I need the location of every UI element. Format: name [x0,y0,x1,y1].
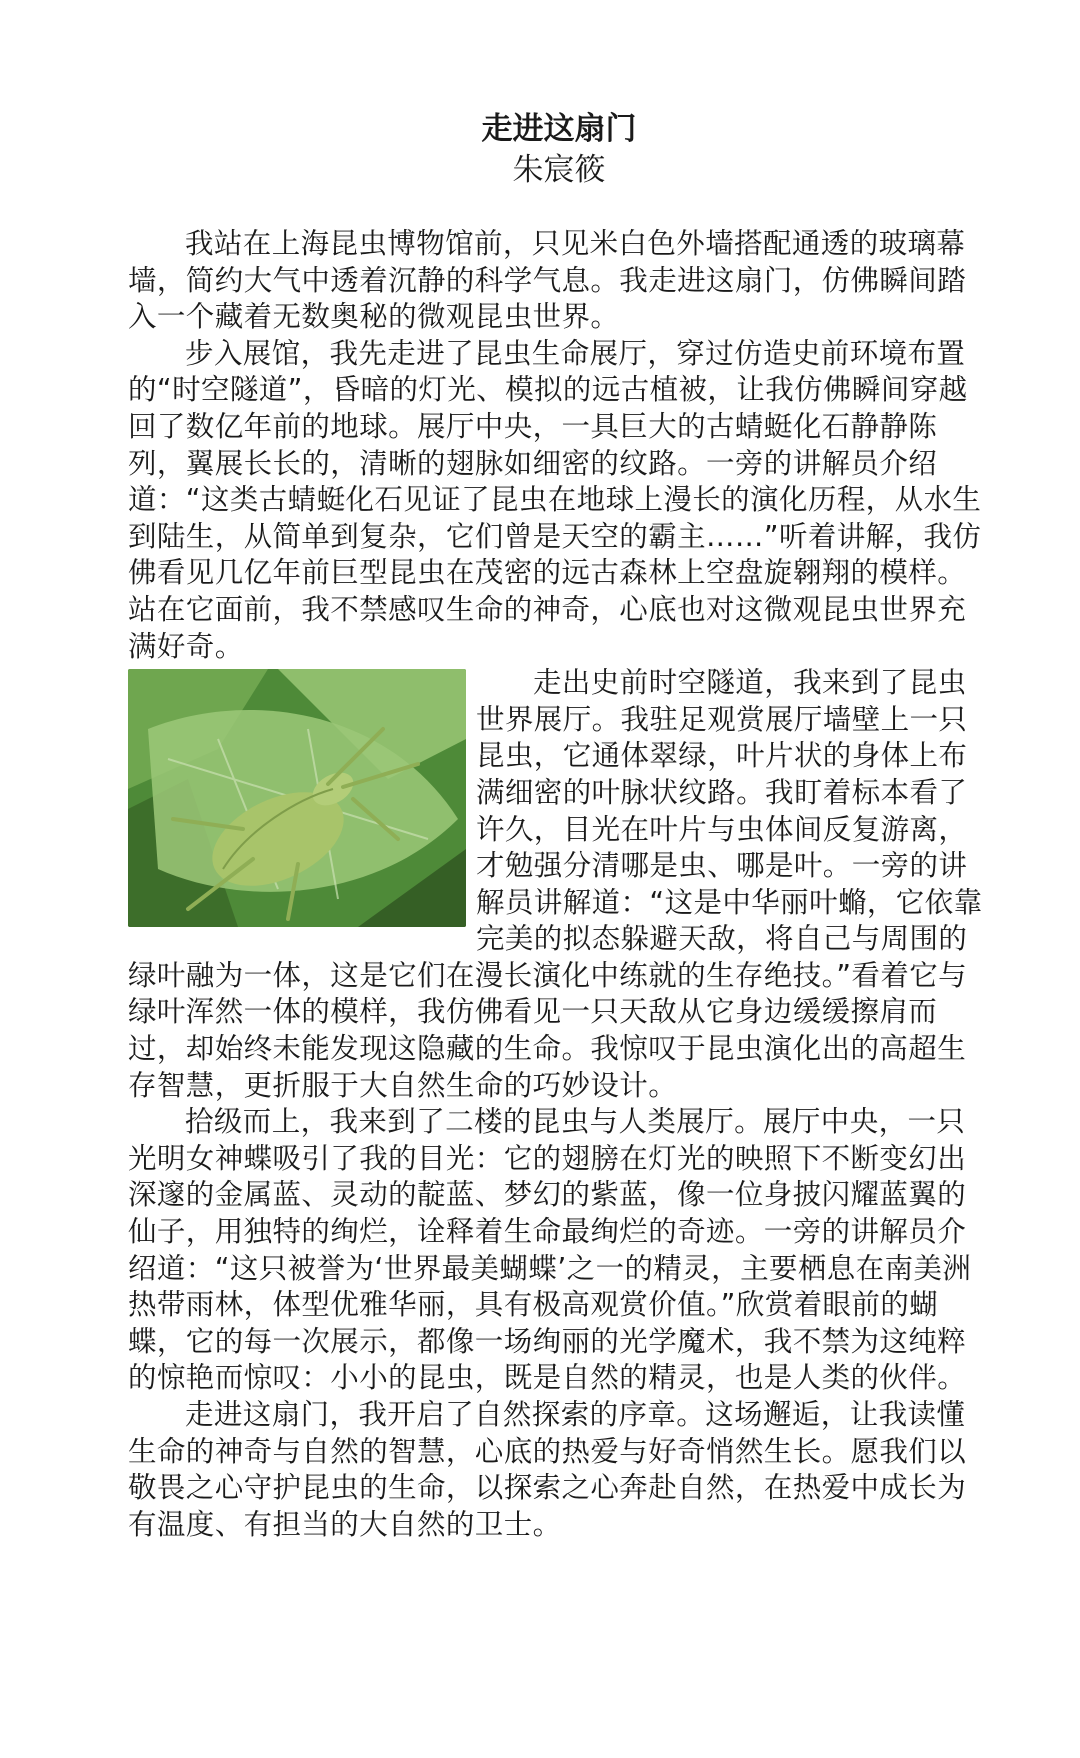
paragraph-5: 走进这扇门，我开启了自然探索的序章。这场邂逅，让我读懂生命的神奇与自然的智慧，心底的热爱与好奇悄然生长。愿我们以敬畏之心守护昆虫的生命，以探索之心奔赴自然，在热爱中成长为有温度、有担当的大自然的卫士。 [128,1398,967,1541]
paragraph-2: 步入展馆，我先走进了昆虫生命展厅，穿过仿造史前环境布置的“时空隧道”，昏暗的灯光、模拟的远古植被，让我仿佛瞬间穿越回了数亿年前的地球。展厅中央，一具巨大的古蜻蜓化石静静陈列，翼展长长的，清晰的翅脉如细密的纹路。一旁的讲解员介绍道：“这类古蜻蜓化石见证了昆虫在地球上漫长的演化历程，从水生到陆生，从简单到复杂，它们曾是天空的霸主……”听着讲解，我仿佛看见几亿年前巨型昆虫在茂密的远古森林上空盘旋翱翔的模样。站在它面前，我不禁感叹生命的神奇，心底也对这微观昆虫世界充满好奇。 [128,336,982,663]
article [128,108,990,1543]
leaf-insect-photo [128,669,466,927]
article-author: 朱宸筱 [512,152,606,188]
paragraph-1: 我站在上海昆虫博物馆前，只见米白色外墙搭配通透的玻璃幕墙，简约大气中透着沉静的科学气息。我走进这扇门，仿佛瞬间踏入一个藏着无数奥秘的微观昆虫世界。 [128,227,967,334]
article-title: 走进这扇门 [481,111,637,147]
paragraph-3: 走出史前时空隧道，我来到了昆虫世界展厅。我驻足观赏展厅墙壁上一只昆虫，它通体翠绿，叶片状的身体上布满细密的叶脉状纹路。我盯着标本看了许久，目光在叶片与虫体间反复游离，才勉强分清哪是虫、哪是叶。一旁的讲解员讲解道：“这是中华丽叶䗛，它依靠完美的拟态躲避天敌，将自己与周围的绿叶融为一体，这是它们在漫长演化中练就的生存绝技。”看着它与绿叶浑然一体的模样，我仿佛看见一只天敌从它身边缓缓擦肩而过，却始终未能发现这隐藏的生命。我惊叹于昆虫演化出的高超生存智慧，更折服于大自然生命的巧妙设计。 [128,666,983,1102]
paragraph-4: 拾级而上，我来到了二楼的昆虫与人类展厅。展厅中央，一只光明女神蝶吸引了我的目光：它的翅膀在灯光的映照下不断变幻出深邃的金属蓝、灵动的靛蓝、梦幻的紫蓝，像一位身披闪耀蓝翼的仙子，用独特的绚烂，诠释着生命最绚烂的奇迹。一旁的讲解员介绍道：“这只被誉为‘世界最美蝴蝶’之一的精灵，主要栖息在南美洲热带雨林，体型优雅华丽，具有极高观赏价值。”欣赏着眼前的蝴蝶，它的每一次展示，都像一场绚丽的光学魔术，我不禁为这纯粹的惊艳而惊叹：小小的昆虫，既是自然的精灵，也是人类的伙伴。 [128,1105,972,1395]
